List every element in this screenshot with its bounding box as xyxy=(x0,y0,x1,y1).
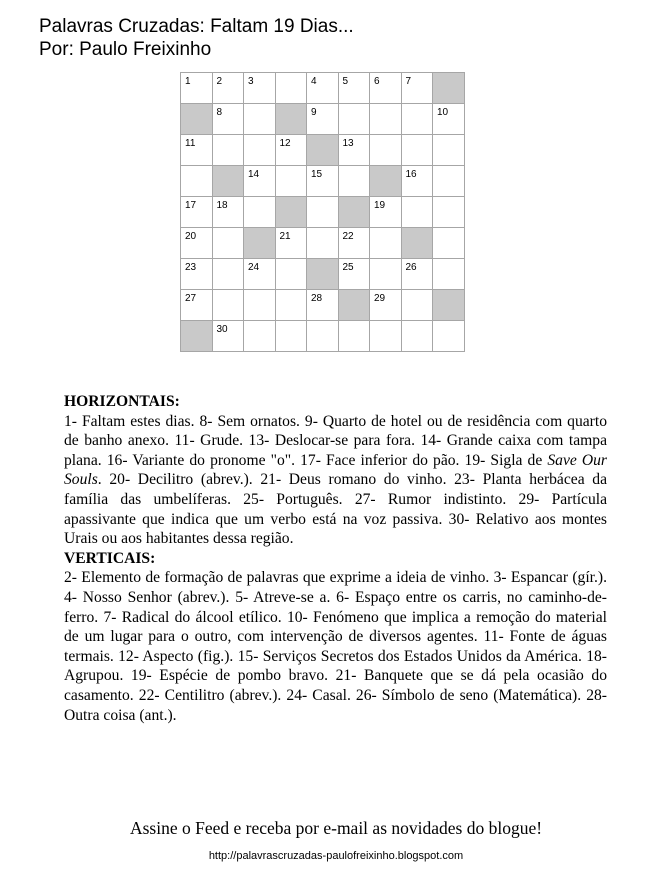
cell-number: 28 xyxy=(311,293,323,304)
grid-cell[interactable] xyxy=(401,321,433,352)
grid-cell[interactable] xyxy=(275,73,307,104)
vertical-clues: 2- Elemento de formação de palavras que exprime a ideia de vinho. 3- Espancar (gír.). 4- Nosso Senhor (abrev.). 5- Atreve-se a. 6- Espaço entre os carris, no caminho-de-ferro. 7- Radical do álcool etílico. 10- Fenómeno que implica a remoção do material de um lugar para o outro, com intervenção de diversos agentes. 11- Fonte de águas termais. 12- Aspecto (fig.). 15- Serviços Secretos dos Estados Unidos da América. 18- Agrupou. 19- Espécie de pombo bravo. 21- Banquete que se dá pela ocasião do casamento. 22- Centilitro (abrev.). 24- Casal. 26- Símbolo de seno (Matemática). 28- Outra coisa (ant.). xyxy=(64,569,607,724)
black-cell xyxy=(244,228,276,259)
vertical-heading: VERTICAIS: xyxy=(64,549,156,567)
grid-cell[interactable] xyxy=(307,104,339,135)
grid-cell[interactable] xyxy=(433,166,465,197)
grid-cell[interactable] xyxy=(244,290,276,321)
grid-cell[interactable] xyxy=(212,321,244,352)
grid-cell[interactable] xyxy=(338,228,370,259)
cell-number: 25 xyxy=(342,262,354,273)
grid-cell[interactable] xyxy=(212,135,244,166)
grid-cell[interactable] xyxy=(244,104,276,135)
blog-url: http://palavrascruzadas-paulofreixinho.blogspot.com xyxy=(208,850,464,862)
grid-cell[interactable] xyxy=(338,73,370,104)
grid-cell[interactable] xyxy=(181,135,213,166)
black-cell xyxy=(275,197,307,228)
cell-number: 12 xyxy=(279,138,291,149)
grid-cell[interactable] xyxy=(433,228,465,259)
grid-cell[interactable] xyxy=(370,321,402,352)
cell-number: 14 xyxy=(248,169,260,180)
crossword-grid xyxy=(180,72,465,352)
grid-cell[interactable] xyxy=(338,166,370,197)
cell-number: 9 xyxy=(311,107,317,118)
grid-cell[interactable] xyxy=(370,228,402,259)
grid-cell[interactable] xyxy=(275,228,307,259)
cell-number: 4 xyxy=(311,76,317,87)
grid-cell[interactable] xyxy=(181,197,213,228)
cell-number: 15 xyxy=(311,169,323,180)
cell-number: 26 xyxy=(405,262,417,273)
grid-cell[interactable] xyxy=(401,73,433,104)
cell-number: 24 xyxy=(248,262,260,273)
grid-cell[interactable] xyxy=(181,166,213,197)
grid-cell[interactable] xyxy=(181,73,213,104)
cell-number: 27 xyxy=(185,293,197,304)
grid-cell[interactable] xyxy=(370,197,402,228)
cell-number: 10 xyxy=(437,107,449,118)
grid-row xyxy=(181,104,465,135)
cell-number: 2 xyxy=(216,76,223,87)
grid-cell[interactable] xyxy=(401,259,433,290)
grid-row xyxy=(181,259,465,290)
grid-cell[interactable] xyxy=(370,135,402,166)
grid-row xyxy=(181,197,465,228)
grid-cell[interactable] xyxy=(338,259,370,290)
grid-cell[interactable] xyxy=(307,73,339,104)
grid-cell[interactable] xyxy=(338,104,370,135)
grid-cell[interactable] xyxy=(401,135,433,166)
grid-cell[interactable] xyxy=(433,135,465,166)
cell-number: 13 xyxy=(342,138,354,149)
black-cell xyxy=(433,73,465,104)
grid-cell[interactable] xyxy=(370,73,402,104)
black-cell xyxy=(338,197,370,228)
cell-number: 3 xyxy=(248,76,254,87)
grid-cell[interactable] xyxy=(370,290,402,321)
cell-number: 18 xyxy=(216,200,228,211)
grid-row xyxy=(181,321,465,352)
grid-cell[interactable] xyxy=(307,166,339,197)
horizontal-heading: HORIZONTAIS: xyxy=(64,393,180,410)
horizontal-clues-italic: Save Our Souls xyxy=(64,451,607,489)
cell-number: 22 xyxy=(342,231,354,242)
page-header xyxy=(39,15,354,61)
grid-row xyxy=(181,166,465,197)
page-title: Palavras Cruzadas: Faltam 19 Dias... xyxy=(39,16,354,37)
black-cell xyxy=(181,321,213,352)
grid-cell[interactable] xyxy=(401,290,433,321)
cell-number: 8 xyxy=(216,107,223,118)
grid-cell[interactable] xyxy=(244,166,276,197)
grid-cell[interactable] xyxy=(275,166,307,197)
cell-number: 21 xyxy=(279,231,291,242)
grid-cell[interactable] xyxy=(244,135,276,166)
cell-number: 5 xyxy=(342,76,349,87)
grid-cell[interactable] xyxy=(307,290,339,321)
cell-number: 6 xyxy=(374,76,380,87)
grid-cell[interactable] xyxy=(433,197,465,228)
grid-cell[interactable] xyxy=(275,290,307,321)
author-line: Por: Paulo Freixinho xyxy=(39,39,212,60)
grid-cell[interactable] xyxy=(212,290,244,321)
cell-number: 1 xyxy=(185,76,191,87)
black-cell xyxy=(181,104,213,135)
cell-number: 23 xyxy=(185,262,197,273)
grid-cell[interactable] xyxy=(370,259,402,290)
grid-cell[interactable] xyxy=(307,321,339,352)
grid-cell[interactable] xyxy=(181,290,213,321)
cell-number: 29 xyxy=(374,293,386,304)
grid-row xyxy=(181,73,465,104)
black-cell xyxy=(401,228,433,259)
grid-cell[interactable] xyxy=(275,259,307,290)
grid-cell[interactable] xyxy=(275,135,307,166)
cell-number: 16 xyxy=(405,169,417,180)
cell-number: 7 xyxy=(405,76,412,87)
cell-number: 17 xyxy=(185,200,197,211)
grid-cell[interactable] xyxy=(212,259,244,290)
grid-cell[interactable] xyxy=(401,166,433,197)
grid-cell[interactable] xyxy=(275,321,307,352)
grid-cell[interactable] xyxy=(244,321,276,352)
grid-cell[interactable] xyxy=(338,135,370,166)
grid-cell[interactable] xyxy=(181,259,213,290)
grid-cell[interactable] xyxy=(401,197,433,228)
grid-cell[interactable] xyxy=(212,73,244,104)
grid-cell[interactable] xyxy=(370,104,402,135)
grid-cell[interactable] xyxy=(338,321,370,352)
cell-number: 11 xyxy=(185,138,196,149)
grid-cell[interactable] xyxy=(433,104,465,135)
horizontal-clues-part2: . 20- Decilitro (abrev.). 21- Deus romano do vinho. 23- Planta herbácea da família das umbelíferas. 25- Português. 27- Rumor indistinto. 29- Partícula apassivante que indica que um verbo está na voz passiva. 30- Relativo aos montes Urais ou aos habitantes dessa região. xyxy=(64,471,607,548)
grid-cell[interactable] xyxy=(307,197,339,228)
grid-cell[interactable] xyxy=(181,228,213,259)
black-cell xyxy=(212,166,244,197)
clues-section xyxy=(64,392,607,725)
grid-cell[interactable] xyxy=(212,197,244,228)
subscribe-message: Assine o Feed e receba por e-mail as novidades do blogue! xyxy=(129,818,543,838)
grid-row xyxy=(181,228,465,259)
black-cell xyxy=(338,290,370,321)
grid-cell[interactable] xyxy=(244,259,276,290)
black-cell xyxy=(275,104,307,135)
grid-cell[interactable] xyxy=(244,197,276,228)
grid-row xyxy=(181,290,465,321)
grid-cell[interactable] xyxy=(212,228,244,259)
cell-number: 30 xyxy=(216,324,228,335)
cell-number: 19 xyxy=(374,200,386,211)
grid-cell[interactable] xyxy=(307,228,339,259)
cell-number: 20 xyxy=(185,231,197,242)
black-cell xyxy=(307,259,339,290)
black-cell xyxy=(370,166,402,197)
grid-cell[interactable] xyxy=(212,104,244,135)
black-cell xyxy=(307,135,339,166)
black-cell xyxy=(433,290,465,321)
grid-row xyxy=(181,135,465,166)
horizontal-clues-part1: 1- Faltam estes dias. 8- Sem ornatos. 9- Quarto de hotel ou de residência com quarto de banho anexo. 11- Grude. 13- Deslocar-se para fora. 14- Grande caixa com tampa plana. 16- Variante do pronome "o". 17- Face inferior do pão. 19- Sigla de xyxy=(64,412,607,469)
grid-cell[interactable] xyxy=(244,73,276,104)
grid-cell[interactable] xyxy=(401,104,433,135)
grid-cell[interactable] xyxy=(433,259,465,290)
horizontal-clues xyxy=(64,412,607,549)
grid-cell[interactable] xyxy=(433,321,465,352)
